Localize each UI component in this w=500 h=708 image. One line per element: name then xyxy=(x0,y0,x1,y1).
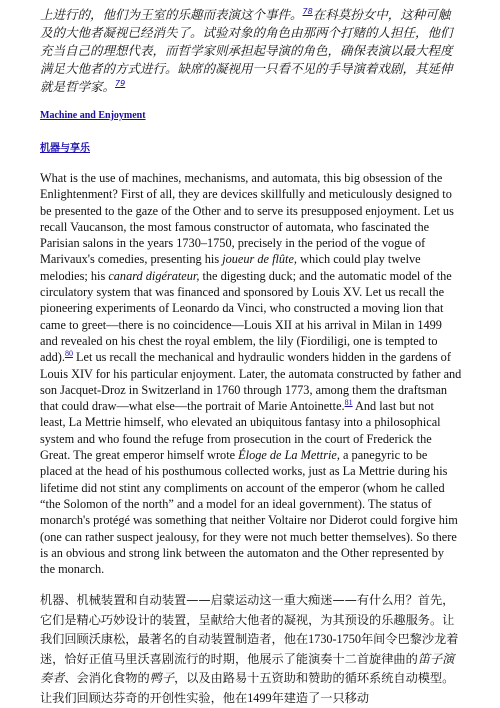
zh-text-2: 年间令巴黎沙龙着迷，恰好正值马里沃喜剧流行的时期，他展示了能演奏十二首旋律曲的 xyxy=(40,632,459,666)
en-text-4: Let us recall the mechanical and hydraulic wonders hidden in the gardens of Louis XIV for his particular enjoyment. Later, the automata constructed by father and son Jacquet-Droz in Switzerland in 1760 through 1773, among them the draftsman that could draw—what else—the portrait of Marie Antoinette. xyxy=(40,350,462,414)
top-chinese-paragraph xyxy=(40,0,462,96)
chinese-body-paragraph xyxy=(40,591,462,708)
zh-text-5: 年建造了一只移动 xyxy=(271,690,370,705)
zh-number-years: 1730-1750 xyxy=(308,632,361,647)
en-text-2: which could play twelve melodies; his xyxy=(40,252,421,283)
zh-italic-duck: 鸭子 xyxy=(149,671,175,686)
zh-text-1: 机器、机械装置和自动装置——启蒙运动这一重大痴迷——有什么用？首先，它们是精心巧妙设计的装置，呈献给大他者的凝视，为其预设的乐趣服务。让我们回顾沃康松，最著名的自动装置制造者，他在 xyxy=(40,593,455,647)
english-body-paragraph xyxy=(40,170,462,577)
section-heading-chinese[interactable]: 机器与享乐 xyxy=(40,143,90,154)
en-italic-joueur: joueur de flûte, xyxy=(222,252,297,267)
zh-number-1499: 1499 xyxy=(247,690,272,705)
zh-italic-flute-player: 笛子演奏者 xyxy=(40,651,455,686)
en-text-3: the digesting duck; and the automatic model of the circulatory system that was financed and sponsored by Louis XV. Let us recall the pioneering experiments of Leonardo da Vinci, who constructed a moving lion that came to greet—there is no coincidence—Louis XII at his arrival in Milan in 1499 and revealed on his chest the royal emblem, the lily (Fiordiligi, one is tempted to add). xyxy=(40,268,452,365)
top-text-1: 上进行的，他们为王室的乐趣而表演这个事件。 xyxy=(40,7,303,22)
en-text-1: What is the use of machines, mechanisms, and automata, this big obsession of the Enlightenment? First of all, they are devices skillfully and meticulously designed to be presented to the gaze of the Other and to serve its presupposed enjoyment. Let us recall Vaucanson, the most famous constructor of automata, who fascinated the Parisian salons in the years 1730–1750, precisely in the period of the vogue of Marivaux's comedies, presenting his xyxy=(40,171,454,267)
top-text-2: 在科莫扮女中，这种可触及的大他者凝视已经消失了。试验对象的角色由那两个打赌的人担任，他们充当自己的理想代表，而哲学家则承担起导演的角色，确保表演以最大程度满足大他者的方式进行。缺席的凝视用一只看不见的手导演着戏剧，其延伸就是哲学家。 xyxy=(40,7,453,94)
zh-text-4: ，以及由路易十五资助和赞助的循环系统自动模型。让我们回顾达芬奇的开创性实验，他在 xyxy=(40,671,455,705)
en-italic-canard: canard digérateur, xyxy=(108,268,200,283)
en-text-6: a panegyric to be placed at the head of his posthumous collected works, just as La Mettrie during his lifetime did not stint any compliments on account of the emperor (whom he called “the Solomon of the north” and a model for an ideal government). The status of monarch's protégé was something that neither Voltaire nor Diderot could forgive him (one can rather suspect jealousy, for they were not much better themselves). So there is an obvious and strong link between the automaton and the Other represented by the monarch. xyxy=(40,448,458,577)
footnote-link-80[interactable]: 80 xyxy=(64,349,73,359)
en-italic-eloge: Éloge de La Mettrie, xyxy=(238,448,340,463)
footnote-link-79[interactable]: 79 xyxy=(115,78,126,88)
footnote-link-81[interactable]: 81 xyxy=(344,398,353,408)
section-heading-english[interactable]: Machine and Enjoyment xyxy=(40,110,146,121)
zh-text-3: 、会消化食物的 xyxy=(64,671,150,686)
en-text-5: And last but not least, La Mettrie himself, who elevated an ubiquitous fantasy into a philosophical system and who found the refuge from prosecution in the court of Frederick the Great. The great emperor himself wrote xyxy=(40,399,441,463)
footnote-link-78[interactable]: 78 xyxy=(302,6,313,16)
